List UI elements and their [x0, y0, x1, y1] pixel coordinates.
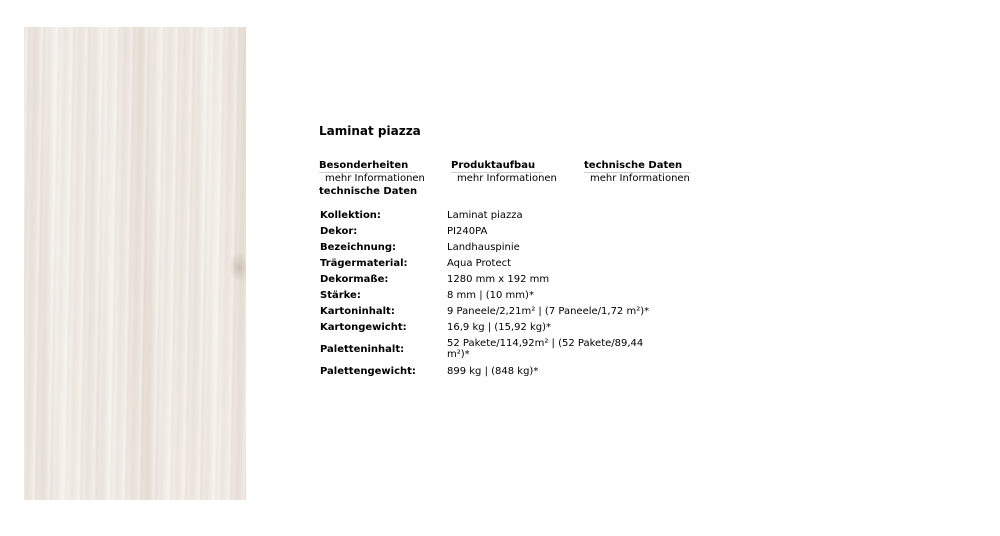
more-info-link-besonderheiten[interactable]: mehr Informationen — [325, 173, 425, 184]
product-title: Laminat piazza — [319, 124, 421, 138]
spec-label: Kollektion: — [320, 209, 381, 221]
more-info-link-technische-daten[interactable]: mehr Informationen — [590, 173, 690, 184]
spec-row-paletteninhalt — [320, 335, 662, 363]
decor-swatch-image — [24, 27, 246, 500]
spec-row-bezeichnung — [320, 239, 662, 255]
spec-label: Kartoninhalt: — [320, 305, 395, 317]
spec-row-staerke — [320, 287, 662, 303]
spec-value: PI240PA — [447, 225, 488, 237]
spec-label: Dekormaße: — [320, 273, 389, 285]
spec-label: Dekor: — [320, 225, 358, 237]
spec-value: 8 mm | (10 mm)* — [447, 289, 534, 301]
spec-value: Landhauspinie — [447, 241, 520, 253]
spec-row-kartongewicht — [320, 319, 662, 335]
tab-label: technische Daten — [584, 160, 690, 173]
spec-value: Aqua Protect — [447, 257, 512, 269]
section-heading: technische Daten — [319, 186, 418, 197]
specs-table — [320, 207, 662, 379]
spec-label: Palettengewicht: — [320, 365, 416, 377]
tab-label: Produktaufbau — [451, 160, 543, 173]
spec-row-palettengewicht — [320, 363, 662, 379]
spec-value: 16,9 kg | (15,92 kg)* — [447, 321, 552, 333]
spec-label: Paletteninhalt: — [320, 343, 405, 355]
spec-label: Stärke: — [320, 289, 361, 301]
spec-label: Kartongewicht: — [320, 321, 407, 333]
tab-besonderheiten — [319, 153, 439, 184]
spec-value: 1280 mm x 192 mm — [447, 273, 550, 285]
spec-row-kartoninhalt — [320, 303, 662, 319]
spec-row-kollektion — [320, 207, 662, 223]
spec-value: 52 Pakete/114,92m² | (52 Pakete/89,44 m²)* — [447, 338, 644, 360]
tab-produktaufbau — [451, 153, 571, 184]
spec-row-dekor — [320, 223, 662, 239]
spec-row-dekormasse — [320, 271, 662, 287]
spec-row-traegermaterial — [320, 255, 662, 271]
spec-value: Laminat piazza — [447, 209, 523, 221]
spec-label: Bezeichnung: — [320, 241, 396, 253]
info-tabs — [319, 153, 719, 184]
spec-label: Trägermaterial: — [320, 257, 408, 269]
tab-label: Besonderheiten — [319, 160, 416, 173]
product-details — [319, 124, 719, 379]
tab-technische-daten — [584, 153, 704, 184]
spec-value: 9 Paneele/2,21m² | (7 Paneele/1,72 m²)* — [447, 305, 650, 317]
more-info-link-produktaufbau[interactable]: mehr Informationen — [457, 173, 557, 184]
spec-value: 899 kg | (848 kg)* — [447, 365, 539, 377]
